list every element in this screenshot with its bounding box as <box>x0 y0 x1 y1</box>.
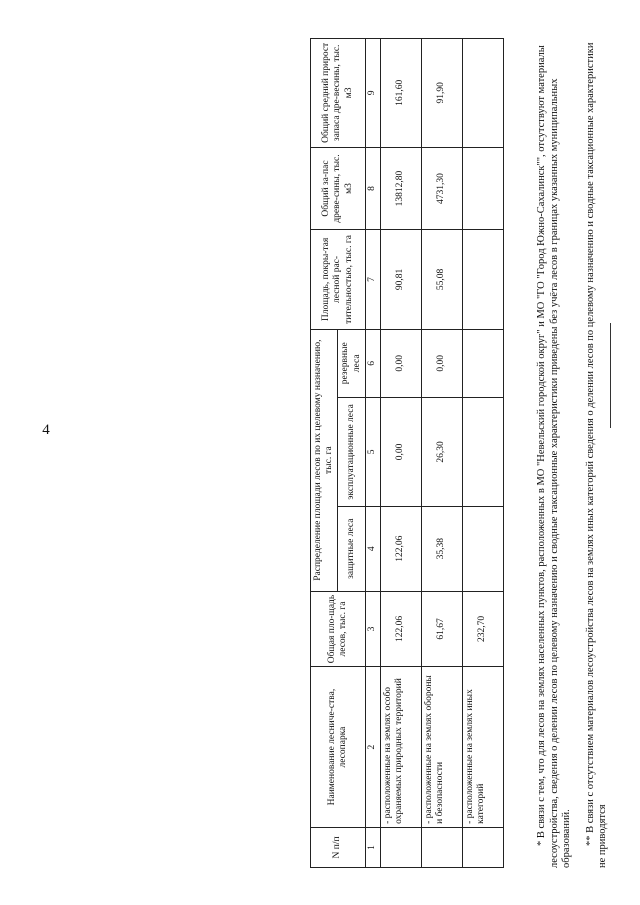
header-row <box>311 39 338 868</box>
row-total: 61,67 <box>421 591 462 667</box>
header-covered: Площадь, покры-тая лесной рас-тительностью, тыс. га <box>311 230 366 329</box>
header-name: Наименование лесниче-ства, лесопарка <box>311 667 366 828</box>
row-exploit: 0,00 <box>380 398 421 507</box>
column-number-row <box>365 39 380 868</box>
row-covered: 55,08 <box>421 230 462 329</box>
column-number: 2 <box>365 667 380 828</box>
row-protect: 122,06 <box>380 506 421 591</box>
row-name: - расположенные на землях иных категорий <box>462 667 503 828</box>
column-number: 6 <box>365 329 380 398</box>
row-stock <box>462 147 503 230</box>
column-number: 5 <box>365 398 380 507</box>
row-name: - расположенные на землях особо охраняемых природных территорий <box>380 667 421 828</box>
row-reserve: 0,00 <box>421 329 462 398</box>
row-total: 122,06 <box>380 591 421 667</box>
row-growth: 161,60 <box>380 39 421 148</box>
column-number: 3 <box>365 591 380 667</box>
footnotes <box>536 38 621 868</box>
header-protect: защитные леса <box>338 506 365 591</box>
row-protect <box>462 506 503 591</box>
row-covered <box>462 230 503 329</box>
header-growth: Общий средний прирост запаса дре-весины, тыс. м3 <box>311 39 366 148</box>
column-number: 8 <box>365 147 380 230</box>
separator-line <box>610 323 611 428</box>
row-total: 232,70 <box>462 591 503 667</box>
column-number: 9 <box>365 39 380 148</box>
footnote-2: ** В связи с отсутствием материалов лесоустройства лесов на землях иных категорий сведения о делении лесов по целевому назначению и сводные таксационные характеристики не приводятся <box>584 42 609 868</box>
table-row <box>462 39 503 868</box>
row-exploit: 26,30 <box>421 398 462 507</box>
page-number: 4 <box>42 422 50 438</box>
row-no <box>421 827 462 867</box>
header-exploit: эксплуатационные леса <box>338 398 365 507</box>
row-exploit <box>462 398 503 507</box>
column-number: 1 <box>365 827 380 867</box>
row-stock: 13812,80 <box>380 147 421 230</box>
row-name: - расположенные на землях обороны и безопасности <box>421 667 462 828</box>
column-number: 4 <box>365 506 380 591</box>
rotated-page-content <box>310 38 609 868</box>
header-distribution: Распределение площади лесов по их целевому назначению, тыс. га <box>311 329 338 591</box>
header-no: N п/п <box>311 827 366 867</box>
row-no <box>462 827 503 867</box>
row-reserve: 0,00 <box>380 329 421 398</box>
table-row <box>421 39 462 868</box>
row-covered: 90,81 <box>380 230 421 329</box>
forest-distribution-table <box>310 38 504 868</box>
row-no <box>380 827 421 867</box>
table-row <box>380 39 421 868</box>
header-reserve: резервные леса <box>338 329 365 398</box>
row-stock: 4731,30 <box>421 147 462 230</box>
footnote-1: * В связи с тем, что для лесов на землях населенных пунктов, расположенных в МО "Невельский городской округ" и МО "ГО "Город Южно-Сахалинск"", отсутствуют материалы лесоустройства, сведения о делении лесов по целевому назначению и сводные таксационные характеристики приведены без учёта лесов в границах указанных муниципальных образований. <box>536 45 573 868</box>
row-growth <box>462 39 503 148</box>
row-reserve <box>462 329 503 398</box>
header-stock: Общий за-пас древе-сины, тыс. м3 <box>311 147 366 230</box>
row-growth: 91,90 <box>421 39 462 148</box>
header-total: Общая пло-щадь лесов, тыс. га <box>311 591 366 667</box>
column-number: 7 <box>365 230 380 329</box>
row-protect: 35,38 <box>421 506 462 591</box>
